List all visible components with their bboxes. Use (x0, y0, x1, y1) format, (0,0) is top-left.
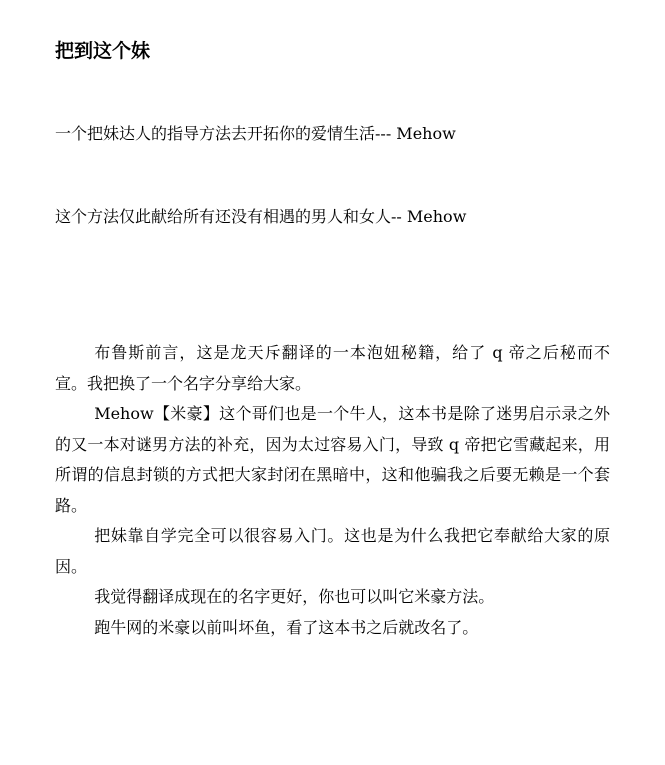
paragraph-naming: 我觉得翻译成现在的名字更好，你也可以叫它米豪方法。 (94, 587, 495, 606)
paragraph-rename: 跑牛网的米豪以前叫坏鱼，看了这本书之后就改名了。 (94, 617, 479, 637)
subtitle-line-1: 一个把妹达人的指导方法去开拓你的爱情生活--- Mehow (55, 124, 456, 143)
subtitle-line-2: 这个方法仅此献给所有还没有相遇的男人和女人-- Mehow (55, 207, 467, 226)
paragraph-mehow: Mehow【米豪】这个哥们也是一个牛人，这本书是除了迷男启示录之外的又一本对谜男方法的补充，因为太过容易入门，导致 q 帝把它雪藏起来，用所谓的信息封锁的方式把大家封闭在黑暗中，这和他骗我之后要无赖是一个套路。 (55, 404, 610, 515)
paragraph-self-study: 把妹靠自学完全可以很容易入门。这也是为什么我把它奉献给大家的原因。 (55, 526, 610, 576)
body-text (55, 338, 610, 643)
document-title: 把到这个妹 (55, 40, 151, 62)
paragraph-preface: 布鲁斯前言，这是龙天斥翻译的一本泡妞秘籍，给了 q 帝之后秘而不宣。我把换了一个名字分享给大家。 (55, 343, 610, 393)
